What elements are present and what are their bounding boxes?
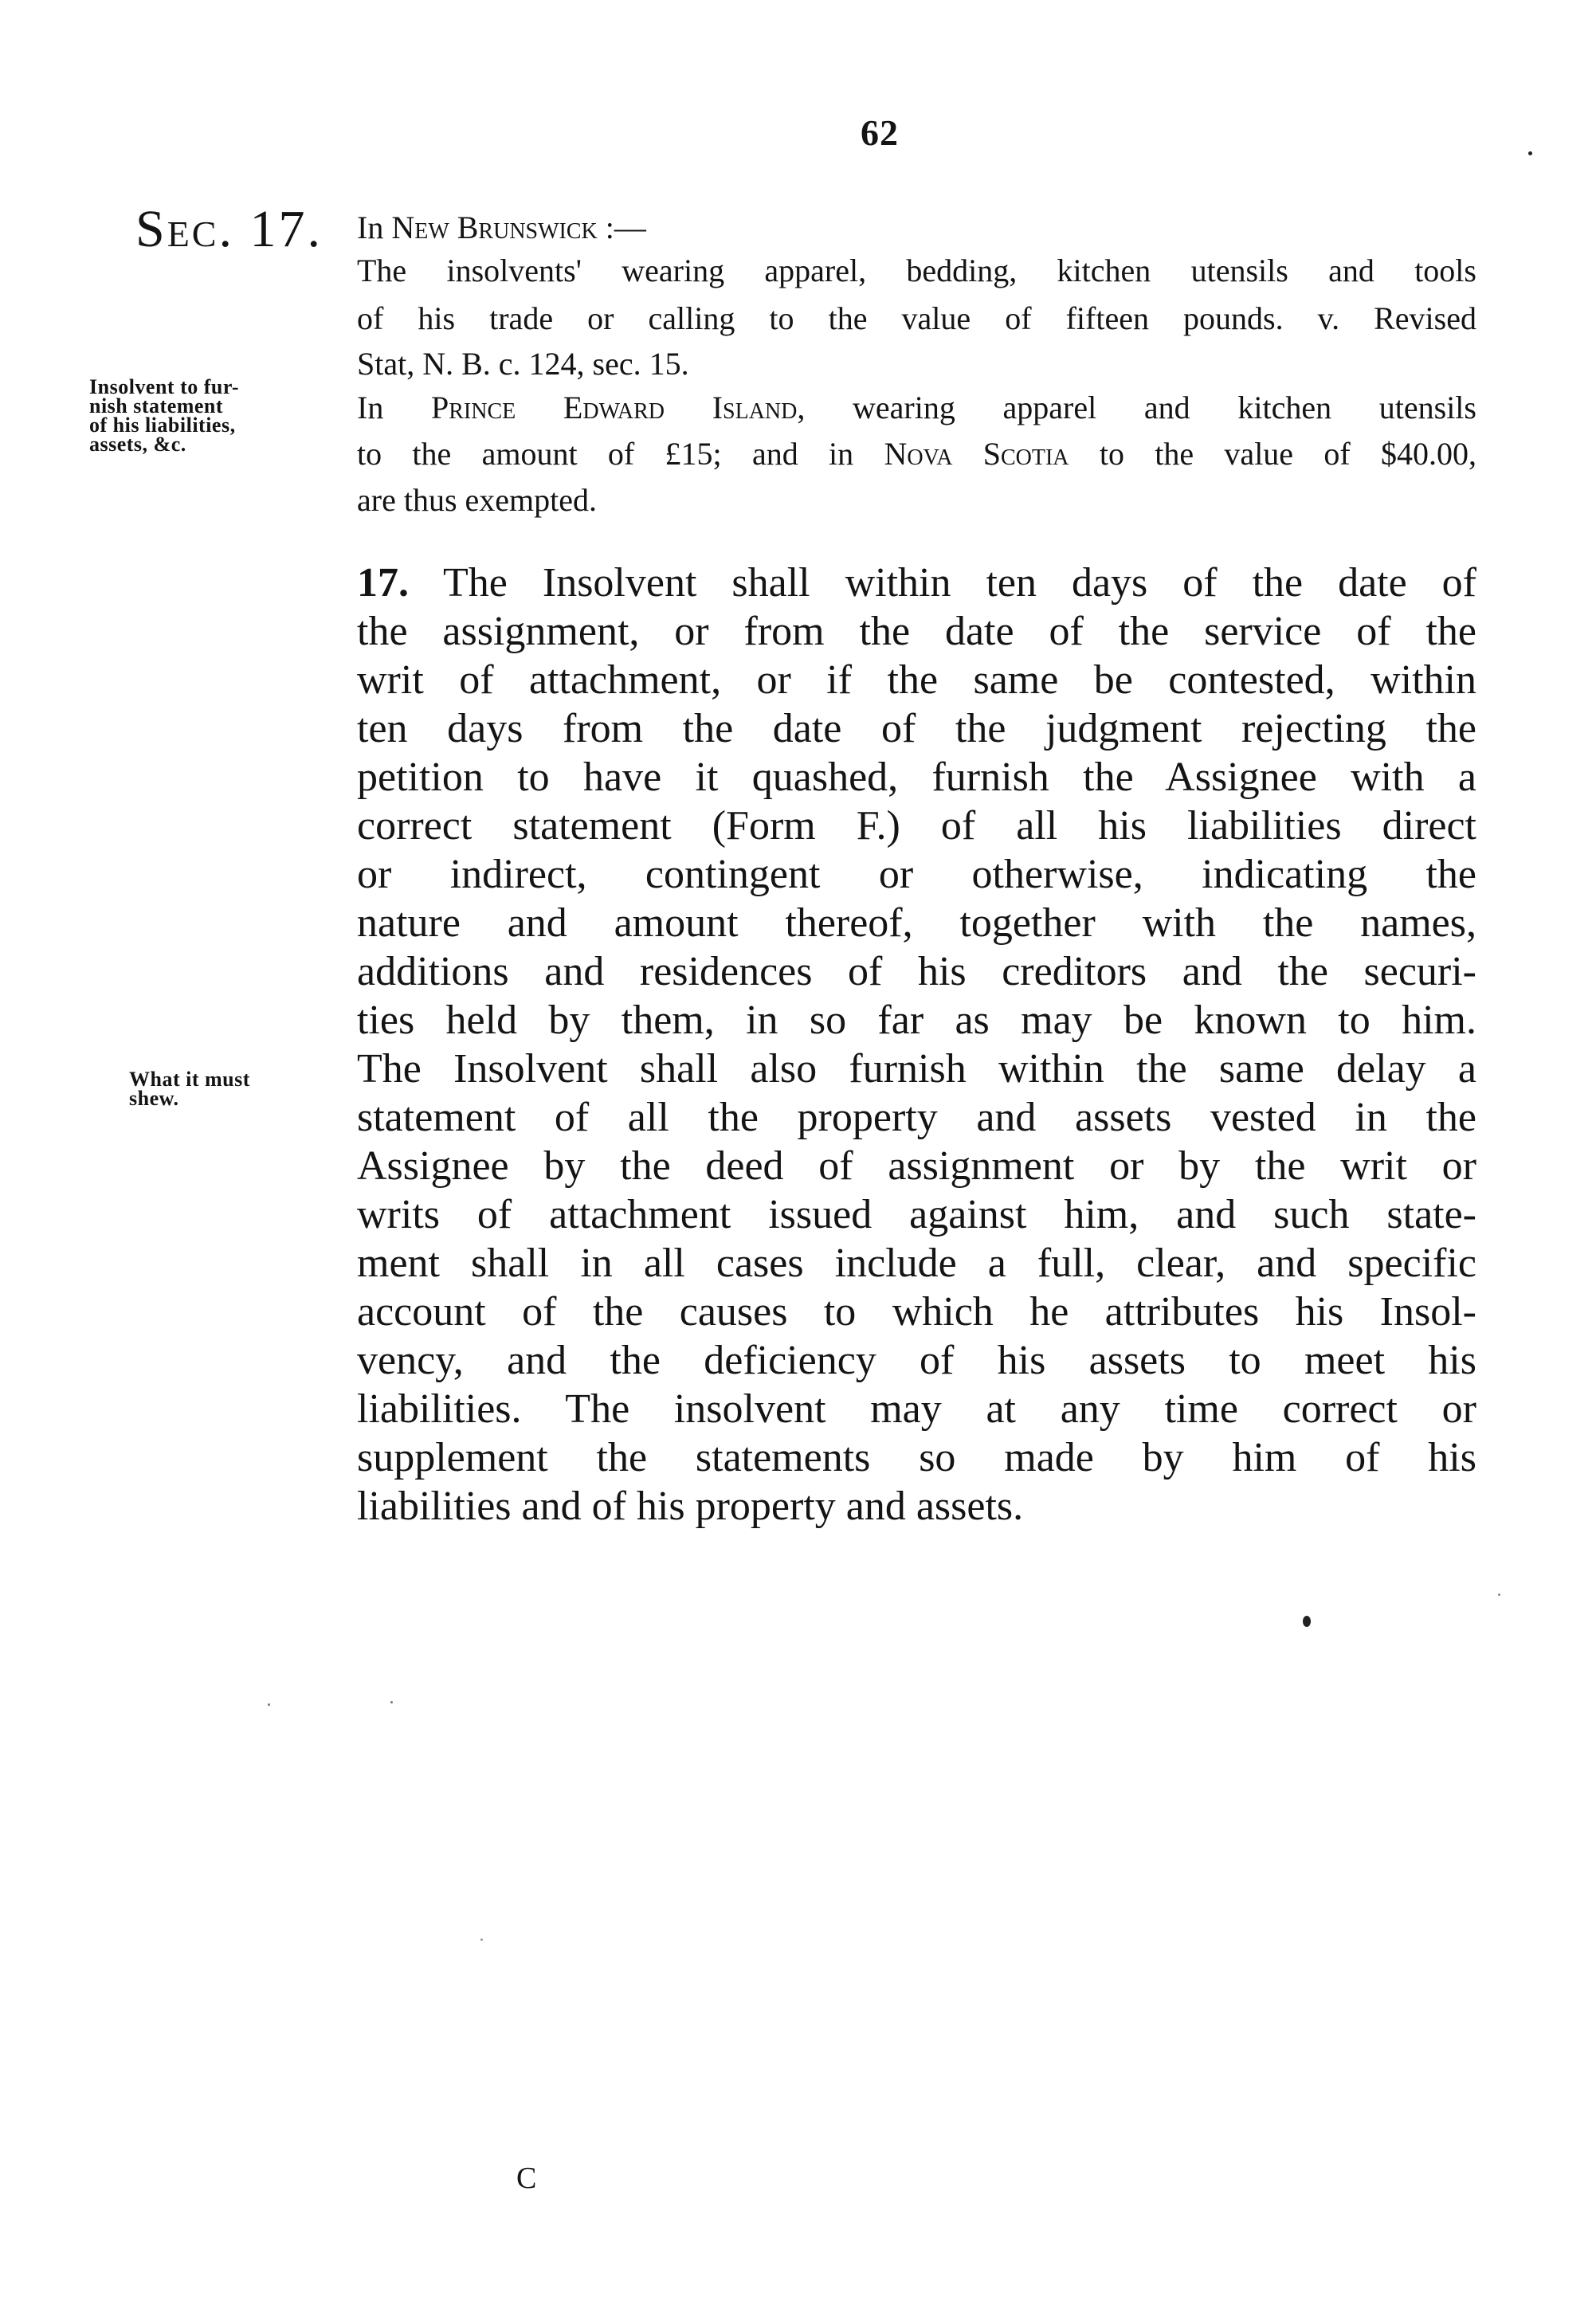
- section-line: ment shall in all cases include a full, clear, and specific: [357, 1241, 1476, 1286]
- margin-note-line: shew.: [129, 1087, 179, 1110]
- intro-heading: In New Brunswick :—: [357, 210, 646, 245]
- section-line: 17. The Insolvent shall within ten days of the date of: [357, 560, 1476, 606]
- section-line: liabilities and of his property and assets.: [357, 1484, 1024, 1529]
- intro-line: Stat, N. B. c. 124, sec. 15.: [357, 346, 689, 382]
- intro-line: The insolvents' wearing apparel, bedding, kitchen utensils and tools: [357, 253, 1476, 288]
- intro-line: to the amount of £15; and in Nova Scotia to the value of $40.00,: [357, 436, 1477, 472]
- ink-speck: [1303, 1616, 1311, 1627]
- page-number: 62: [861, 112, 899, 153]
- section-line: vency, and the deficiency of his assets to meet his: [357, 1338, 1476, 1383]
- section-line: liabilities. The insolvent may at any time correct or: [357, 1386, 1476, 1432]
- section-line: statement of all the property and assets vested in the: [357, 1095, 1476, 1140]
- margin-note: [89, 375, 344, 456]
- section-line: writs of attachment issued against him, and such state-: [357, 1192, 1476, 1237]
- footer-mark: C: [516, 2162, 537, 2195]
- section-line: nature and amount thereof, together with the names,: [357, 900, 1476, 946]
- section-line: account of the causes to which he attributes his Insol-: [357, 1289, 1476, 1335]
- section-line: The Insolvent shall also furnish within the same delay a: [357, 1046, 1476, 1092]
- margin-note-line: nish statement: [89, 394, 224, 417]
- ink-speck: [390, 1701, 393, 1703]
- ink-speck: [480, 1938, 483, 1941]
- section-line: petition to have it quashed, furnish the Assignee with a: [357, 755, 1476, 800]
- section-line: or indirect, contingent or otherwise, indicating the: [357, 852, 1476, 897]
- section-line: writ of attachment, or if the same be contested, within: [357, 657, 1476, 703]
- margin-note-line: assets, &c.: [89, 433, 186, 456]
- section-line: Assignee by the deed of assignment or by the writ or: [357, 1143, 1476, 1189]
- margin-note-line: What it must: [129, 1068, 250, 1091]
- section-line: supplement the statements so made by him of his: [357, 1435, 1476, 1480]
- section-number: 17.: [357, 560, 409, 606]
- section-line: the assignment, or from the date of the service of the: [357, 609, 1476, 654]
- ink-speck: [1528, 151, 1532, 155]
- margin-note-line: of his liabilities,: [89, 414, 236, 437]
- intro-line: are thus exempted.: [357, 482, 597, 518]
- margin-note-line: Insolvent to fur-: [89, 375, 240, 398]
- section-line: ten days from the date of the judgment rejecting the: [357, 706, 1476, 751]
- section-line: ties held by them, in so far as may be known to him.: [357, 998, 1476, 1043]
- section-line: additions and residences of his creditors and the securi-: [357, 949, 1476, 994]
- section-line: correct statement (Form F.) of all his liabilities direct: [357, 803, 1476, 849]
- intro-line: of his trade or calling to the value of fifteen pounds. v. Revised: [357, 300, 1476, 336]
- ink-speck: [1498, 1593, 1500, 1596]
- ink-speck: [268, 1703, 270, 1706]
- section-label: Sec. 17.: [135, 200, 323, 258]
- intro-line: In Prince Edward Island, wearing apparel and kitchen utensils: [357, 390, 1476, 425]
- margin-note: [129, 1070, 368, 1108]
